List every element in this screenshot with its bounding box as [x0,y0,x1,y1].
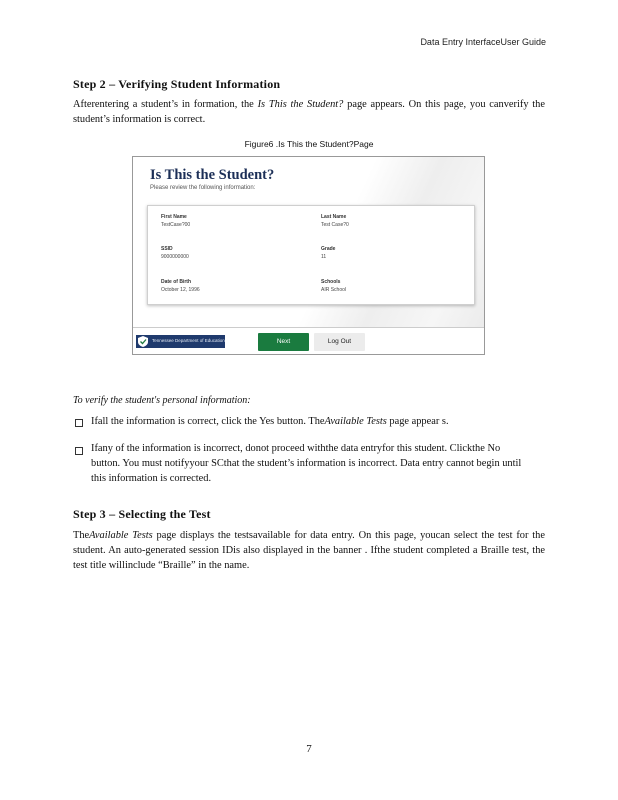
field-date-of-birth [161,279,200,293]
field-last-name [321,214,349,228]
field-grade [321,246,335,260]
field-value: 11 [321,254,327,260]
shield-icon [138,336,148,347]
running-header: Data Entry InterfaceUser Guide [420,37,546,47]
step2-page-name: Is This the Student? [257,99,344,110]
logout-button[interactable]: Log Out [314,333,365,351]
step2-paragraph [73,97,545,127]
step3-text-before: The [73,530,90,541]
field-value: AIR School [321,287,347,293]
bullet-icon [75,419,83,427]
bullet1-text-after: page appear s. [386,416,449,427]
logo-text: Tennessee Department of Education [152,338,225,343]
step3-text-after: page displays the testsavailable for data entry. On this page, youcan select the test for the student. An auto-generated session IDis also displayed in the banner . Ifthe student completed a Braille test, the test title willinclude “Braille” in the name. [73,530,545,571]
next-button[interactable]: Next [258,333,309,351]
figure-screenshot [132,156,485,355]
field-schools [321,279,346,293]
agency-logo [136,335,225,348]
field-label: Grade [321,246,336,252]
screen-subtitle: Please review the following information: [150,185,256,191]
field-value: TestCase?00 [161,222,191,228]
screen-title: Is This the Student? [150,167,275,183]
screen-footer [133,327,484,354]
field-label: SSID [161,246,173,252]
verify-bullet-1 [91,414,531,429]
step2-heading: Step 2 – Verifying Student Information [73,77,281,91]
field-value: Test Case?0 [321,222,349,228]
field-value: October 12, 1996 [161,287,200,293]
field-label: Last Name [321,214,347,220]
bullet1-page-name: Available Tests [324,416,387,427]
student-info-card [147,205,475,305]
verify-bullet-2: Ifany of the information is incorrect, donot proceed withthe data entryfor this student. Clickthe No button. You must notifyyour SCthat the student’s information is incorrect. Data entry cannot begin until this information is corrected. [91,443,522,484]
verify-intro: To verify the student's personal information: [73,395,251,406]
step3-paragraph [73,528,545,573]
step2-text-before: Afterentering a student’s in formation, the [73,99,258,110]
figure-caption: Figure6 .Is This the Student?Page [244,139,374,149]
field-first-name [161,214,190,228]
step3-heading: Step 3 – Selecting the Test [73,507,211,521]
field-value: 9000000000 [161,254,189,260]
bullet-icon [75,447,83,455]
field-label: Schools [321,279,341,285]
field-ssid [161,246,189,260]
field-label: Date of Birth [161,279,191,285]
field-label: First Name [161,214,187,220]
step2-text-after: page appears. On this page, you canverify the student’s information is correct. [73,99,545,125]
bullet1-text-before: Ifall the information is correct, click the Yes button. The [91,416,325,427]
step3-page-name: Available Tests [89,530,153,541]
page-number: 7 [306,743,312,755]
